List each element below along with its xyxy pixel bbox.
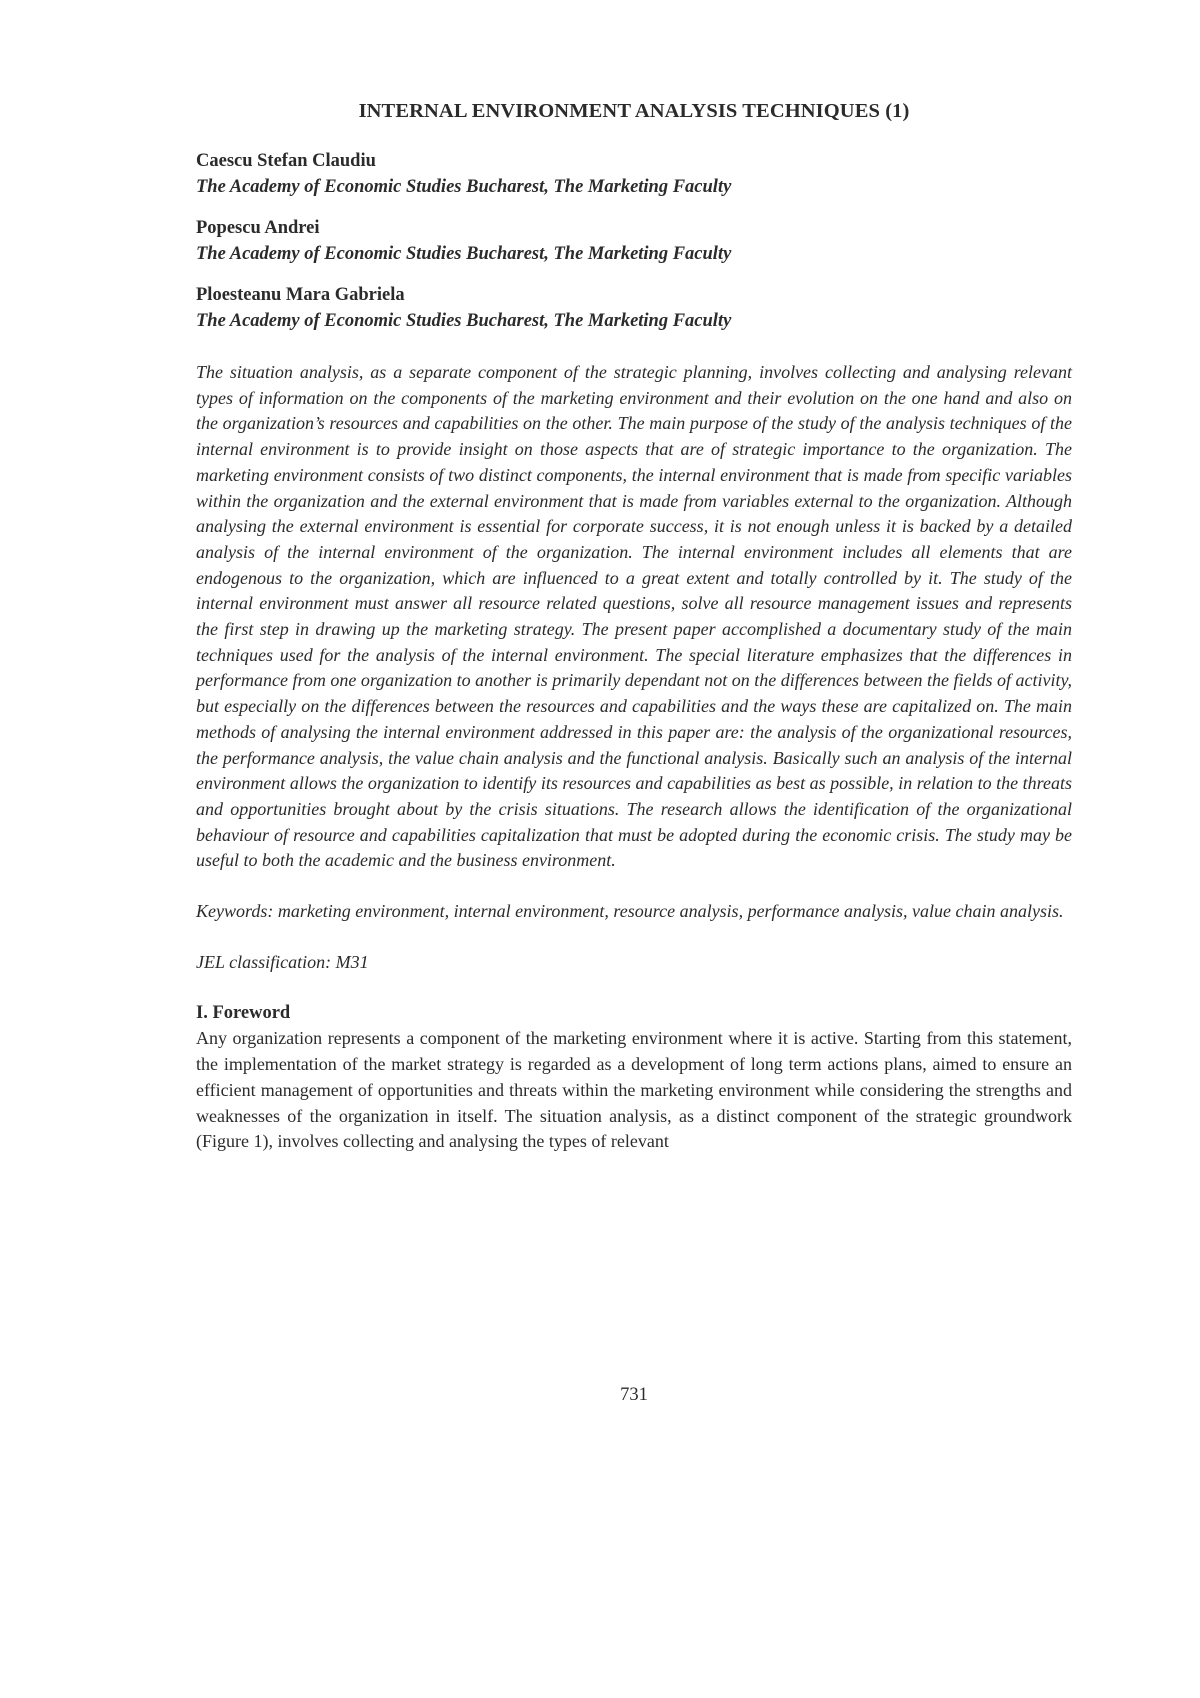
- section-body-text: Any organization represents a component of the marketing environment where it is active. Starting from this statement, the implementation of the market strategy is regarded as a development of long term actions plans, aimed to ensure an efficient management of opportunities and threats within the marketing environment while considering the strengths and weaknesses of the organization in itself. The situation analysis, as a distinct component of the strategic groundwork (Figure 1), involves collecting and analysing the types of relevant: [196, 1028, 1072, 1152]
- author-name: Ploesteanu Mara Gabriela: [196, 285, 405, 305]
- abstract-text: The situation analysis, as a separate component of the strategic planning, involves collecting and analysing relevant types of information on the components of the marketing environment and their evolution on the one hand and also on the organization’s resources and capabilities on the other. The main purpose of the study of the analysis techniques of the internal environment is to provide insight on those aspects that are of strategic importance to the organization. The marketing environment consists of two distinct components, the internal environment that is made from specific variables within the organization and the external environment that is made from variables external to the organization. Although analysing the external environment is essential for corporate success, it is not enough unless it is backed by a detailed analysis of the internal environment of the organization. The internal environment includes all elements that are endogenous to the organization, which are influenced to a great extent and totally controlled by it. The study of the internal environment must answer all resource related questions, solve all resource management issues and represents the first step in drawing up the marketing strategy. The present paper accomplished a documentary study of the main techniques used for the analysis of the internal environment. The special literature emphasizes that the differences in performance from one organization to another is primarily dependant not on the differences between the fields of activity, but especially on the differences between the resources and capabilities and the ways these are capitalized on. The main methods of analysing the internal environment addressed in this paper are: the analysis of the organizational resources, the performance analysis, the value chain analysis and the functional analysis. Basically such an analysis of the internal environment allows the organization to identify its resources and capabilities as best as possible, in relation to the threats and opportunities brought about by the crisis situations. The research allows the identification of the organizational behaviour of resource and capabilities capitalization that must be adopted during the economic crisis. The study may be useful to both the academic and the business environment.: [196, 362, 1072, 871]
- author-block-2: [196, 215, 1072, 267]
- author-name: Popescu Andrei: [196, 218, 320, 238]
- paper-page: [196, 100, 1072, 1155]
- author-name: Caescu Stefan Claudiu: [196, 151, 376, 171]
- author-affiliation: The Academy of Economic Studies Bucharest, The Marketing Faculty: [196, 177, 732, 197]
- page-number: 731: [620, 1385, 648, 1405]
- jel-classification: JEL classification: M31: [196, 951, 369, 972]
- keywords-text: Keywords: marketing environment, internal environment, resource analysis, performance analysis, value chain analysis.: [196, 901, 1064, 922]
- author-block-1: [196, 148, 1072, 200]
- author-affiliation: The Academy of Economic Studies Bucharest, The Marketing Faculty: [196, 244, 732, 264]
- paper-title: INTERNAL ENVIRONMENT ANALYSIS TECHNIQUES (1): [358, 100, 910, 122]
- author-affiliation: The Academy of Economic Studies Bucharest, The Marketing Faculty: [196, 311, 732, 331]
- section-heading-foreword: I. Foreword: [196, 1003, 291, 1024]
- author-block-3: [196, 282, 1072, 334]
